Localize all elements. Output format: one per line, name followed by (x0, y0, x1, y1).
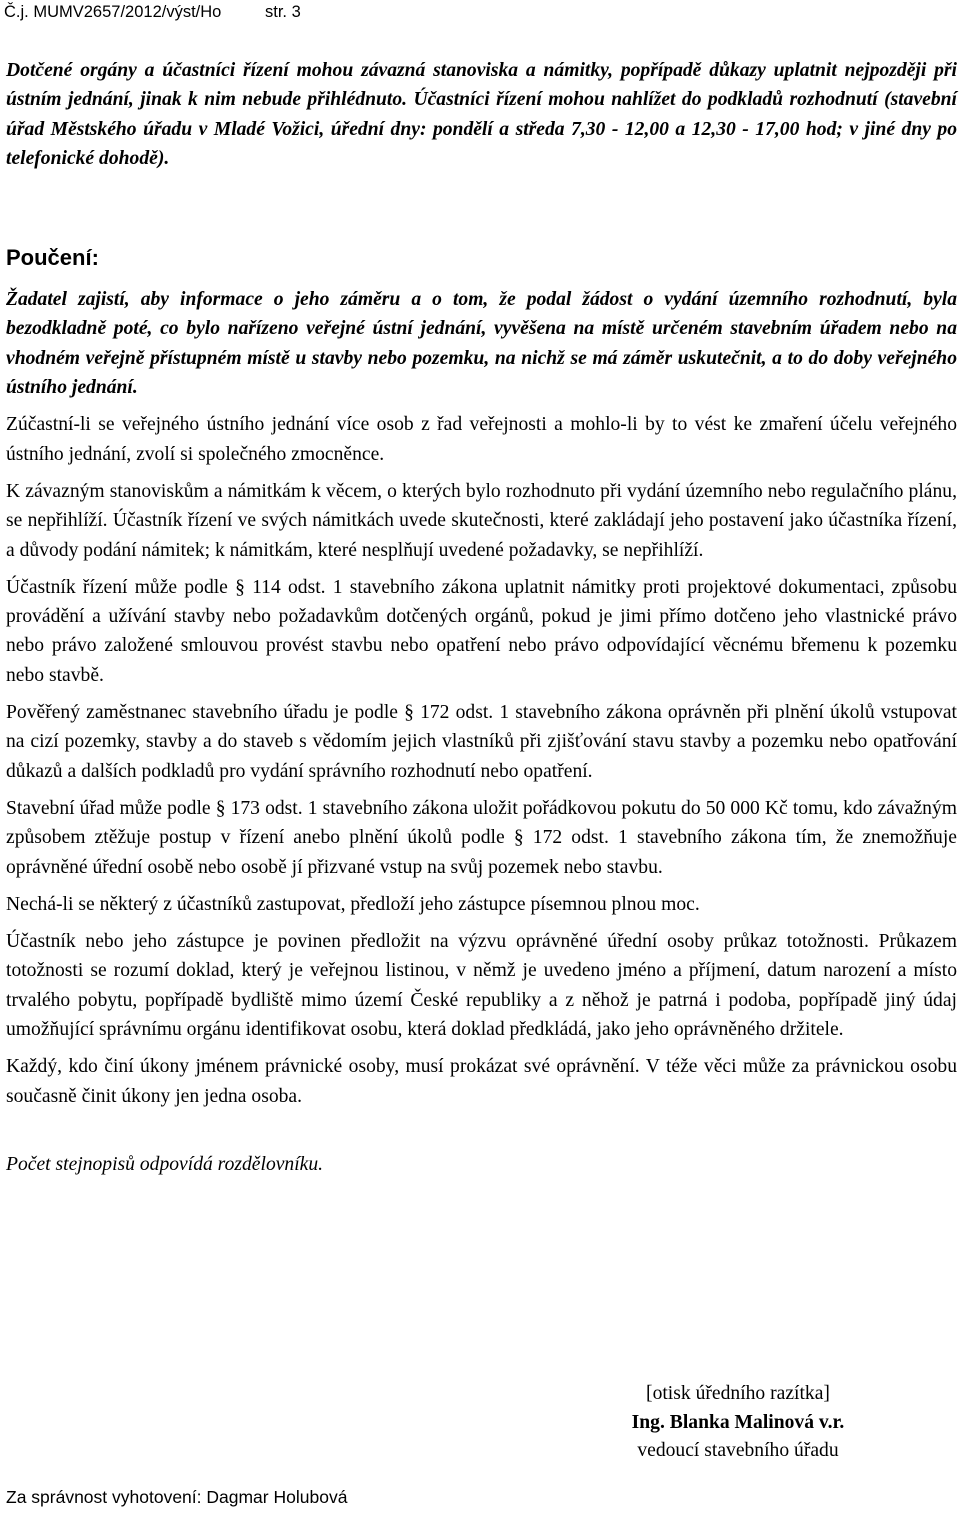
signature-block (598, 1380, 878, 1466)
representation-paragraph: Nechá-li se některý z účastníků zastupovat, předloží jeho zástupce písemnou plnou moc. (6, 893, 700, 915)
footer-verification: Za správnost vyhotovení: Dagmar Holubová (6, 1487, 348, 1507)
fine-paragraph: Stavební úřad může podle § 173 odst. 1 stavebního zákona uložit pořádkovou pokutu do 50 000 Kč tomu, kdo závažným způsobem ztěžuje postup v řízení anebo plnění úkolů podle § 172 odst. 1 stavebního zákona tím, že znemožňuje oprávněné úřední osobě nebo osobě jí přizvané vstup na svůj pozemek nebo stavbu. (6, 797, 957, 878)
legal-person-paragraph: Každý, kdo činí úkony jménem právnické osoby, musí prokázat své oprávnění. V téže věci může za právnickou osobu současně činit úkony jen jedna osoba. (6, 1056, 957, 1107)
applicant-notice-paragraph: Žadatel zajistí, aby informace o jeho záměru a o tom, že podal žádost o vydání územního rozhodnutí, byla bezodkladně poté, co bylo nařízeno veřejné ústní jednání, vyvěšena na místě určeném stavebním úřadem nebo na vhodném veřejně přístupném místě u stavby nebo pozemku, na nichž se má záměr uskutečnit, a to do doby veřejného ústního jednání. (6, 289, 957, 399)
document-body (6, 56, 957, 1179)
document-reference: Č.j. MUMV2657/2012/výst/Ho (4, 3, 222, 21)
page-header (4, 3, 301, 22)
instruction-heading: Poučení: (6, 245, 99, 271)
public-attorney-paragraph: Zúčastní-li se veřejného ústního jednání více osob z řad veřejnosti a mohlo-li by to vést ke zmaření účelu veřejného ústního jednání, zvolí si společného zmocněnce. (6, 414, 957, 465)
objections-paragraph: K závazným stanoviskům a námitkám k věcem, o kterých bylo rozhodnuto při vydání územního nebo regulačního plánu, se nepřihlíží. Účastník řízení ve svých námitkách uvede skutečnosti, které zakládají jeho postavení jako účastníka řízení, a důvody podání námitek; k námitkám, které nesplňují uvedené požadavky, se nepřihlíží. (6, 480, 957, 561)
intro-paragraph: Dotčené orgány a účastníci řízení mohou závazná stanoviska a námitky, popřípadě důkazy uplatnit nejpozději při ústním jednání, jinak k nim nebude přihlédnuto. Účastníci řízení mohou nahlížet do podkladů rozhodnutí (stavební úřad Městského úřadu v Mladé Vožici, úřední dny: pondělí a středa 7,30 - 12,00 a 12,30 - 17,00 hod; v jiné dny po telefonické dohodě). (6, 60, 957, 169)
page-number: str. 3 (265, 3, 301, 21)
signatory-name: Ing. Blanka Malinová v.r. (631, 1411, 845, 1433)
participant-rights-paragraph: Účastník řízení může podle § 114 odst. 1 stavebního zákona uplatnit námitky proti projektové dokumentaci, způsobu provádění a užívání stavby nebo požadavkům dotčených orgánů, pokud je jimi přímo dotčeno jeho vlastnické právo nebo právo založené smlouvou provést stavbu nebo opatření nebo právo odpovídající věcnému břemenu k pozemku nebo stavbě. (6, 576, 957, 686)
signatory-position: vedoucí stavebního úřadu (637, 1440, 839, 1461)
identity-paragraph: Účastník nebo jeho zástupce je povinen předložit na výzvu oprávněné úřední osoby průkaz totožnosti. Průkazem totožnosti se rozumí doklad, který je veřejnou listinou, v němž je uvedeno jméno a příjmení, datum narození a místo trvalého pobytu, popřípadě bydliště mimo území České republiky a z něhož je patrná i podoba, popřípadě jiný údaj umožňující správnímu orgánu identifikovat osobu, která doklad předkládá, jako jeho oprávněného držitele. (6, 931, 957, 1041)
stamp-placeholder: [otisk úředního razítka] (646, 1383, 830, 1404)
copies-note: Počet stejnopisů odpovídá rozdělovníku. (6, 1153, 324, 1175)
employee-access-paragraph: Pověřený zaměstnanec stavebního úřadu je podle § 172 odst. 1 stavebního zákona oprávněn při plnění úkolů vstupovat na cizí pozemky, stavby a do staveb s vědomím jejich vlastníků při zjišťování stavu stavby a pozemku nebo opatřování důkazů a dalších podkladů pro vydání správního rozhodnutí nebo opatření. (6, 702, 957, 782)
